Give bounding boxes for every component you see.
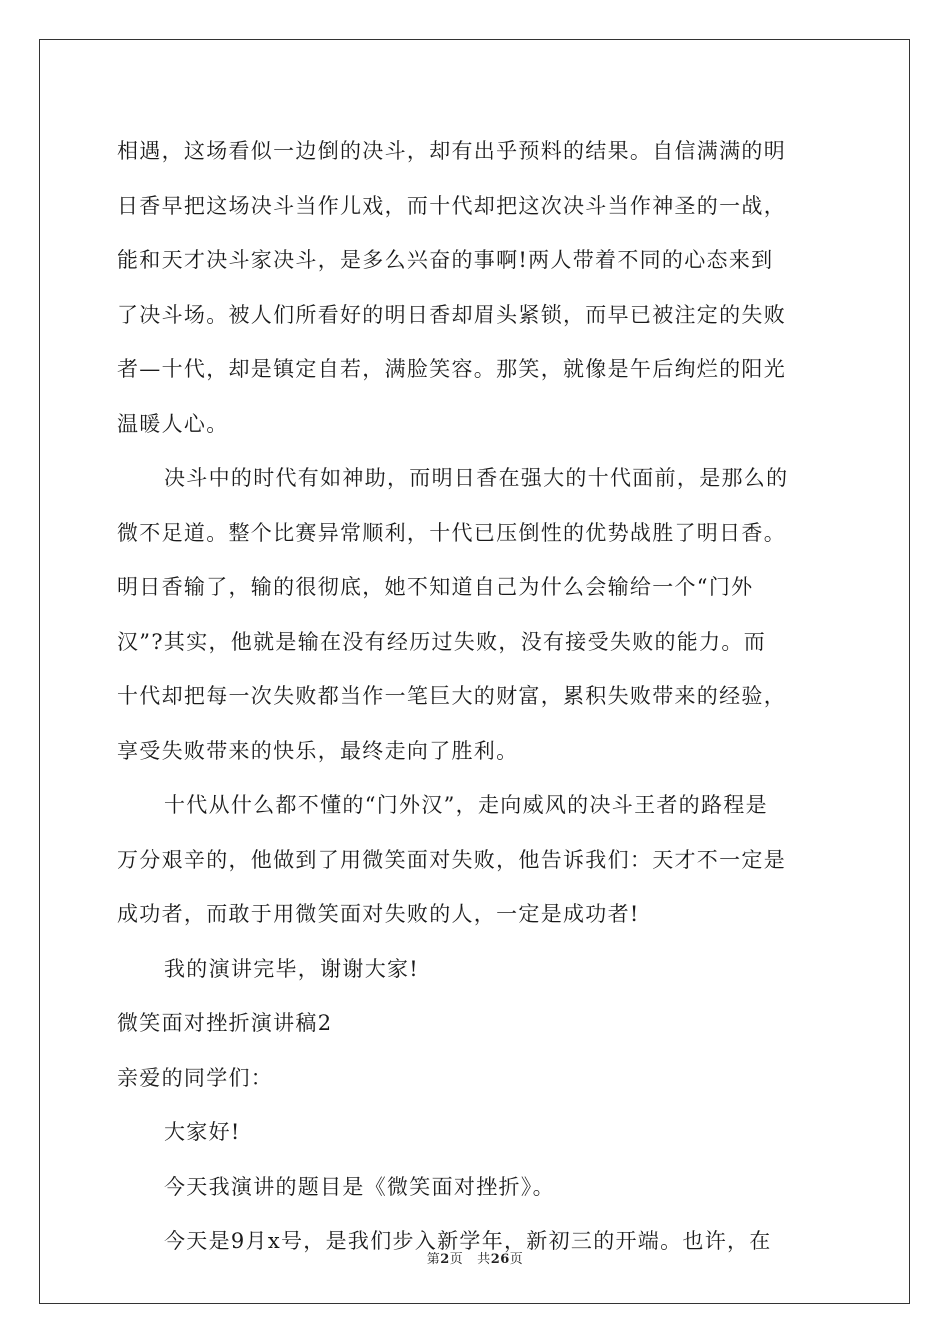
total-pages: 26: [490, 1252, 510, 1267]
total-prefix: 共: [477, 1252, 491, 1267]
greeting: 大家好!: [164, 1120, 241, 1144]
text-line: 能和天才决斗家决斗，是多么兴奋的事啊!两人带着不同的心态来到: [117, 248, 774, 272]
closing-line: 我的演讲完毕，谢谢大家!: [164, 956, 420, 981]
paragraph-start-line: 今天是9月x号，是我们步入新学年，新初三的开端。也许，在: [164, 1229, 772, 1253]
paragraph-start-line: 十代从什么都不懂的“门外汉”，走向威风的决斗王者的路程是: [164, 793, 768, 817]
text-line: 微不足道。整个比赛异常顺利，十代已压倒性的优势战胜了明日香。: [117, 520, 786, 545]
paragraph-start-line: 今天我演讲的题目是《微笑面对挫折》。: [164, 1174, 555, 1199]
section-title: 微笑面对挫折演讲稿2: [117, 1011, 333, 1035]
text-line: 日香早把这场决斗当作儿戏，而十代却把这次决斗当作神圣的一战，: [117, 193, 786, 218]
salutation: 亲爱的同学们：: [117, 1065, 274, 1090]
page-number: 2: [440, 1252, 450, 1267]
total-suffix: 页: [509, 1252, 524, 1267]
paragraph-start-line: 决斗中的时代有如神助，而明日香在强大的十代面前，是那么的: [164, 466, 789, 490]
text-line: 相遇，这场看似一边倒的决斗，却有出乎预料的结果。自信满满的明: [117, 139, 786, 163]
text-line: 享受失败带来的快乐，最终走向了胜利。: [117, 738, 519, 763]
text-line: 汉”?其实，他就是输在没有经历过失败，没有接受失败的能力。而: [117, 629, 766, 654]
document-body: [117, 124, 833, 1269]
text-line: 温暖人心。: [117, 411, 229, 436]
page-suffix: 页: [449, 1252, 464, 1267]
page-footer: [0, 1248, 950, 1267]
page-prefix: 第: [426, 1252, 441, 1267]
text-line: 者—十代，却是镇定自若，满脸笑容。那笑，就像是午后绚烂的阳光: [117, 357, 786, 381]
text-line: 了决斗场。被人们所看好的明日香却眉头紧锁，而早已被注定的失败: [117, 302, 786, 327]
text-line: 成功者，而敢于用微笑面对失败的人，一定是成功者!: [117, 902, 640, 926]
text-line: 万分艰辛的，他做到了用微笑面对失败，他告诉我们：天才不一定是: [117, 847, 786, 872]
text-line: 十代却把每一次失败都当作一笔巨大的财富，累积失败带来的经验，: [117, 684, 786, 708]
text-line: 明日香输了，输的很彻底，她不知道自己为什么会输给一个“门外: [117, 575, 754, 599]
